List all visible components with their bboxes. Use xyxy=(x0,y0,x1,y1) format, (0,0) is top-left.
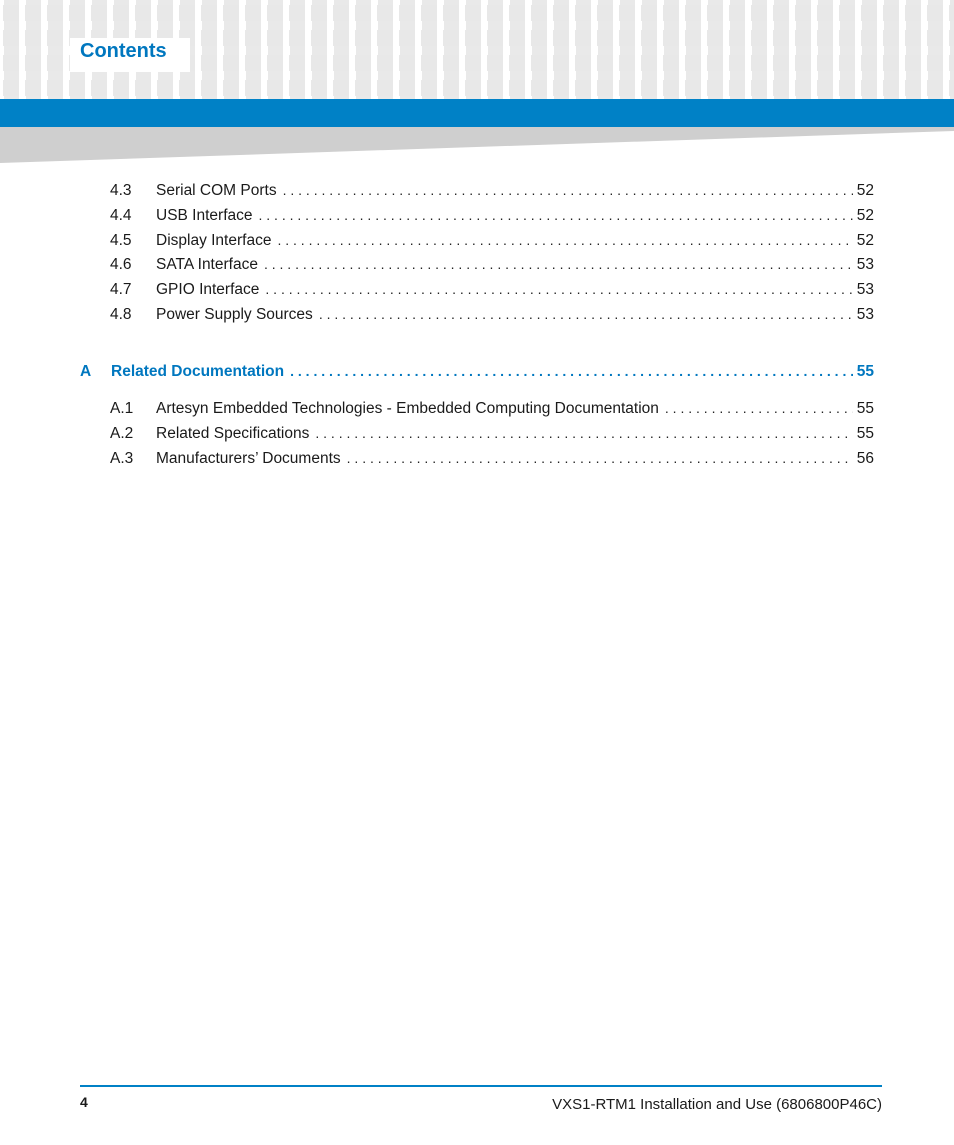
toc-entry-page: 53 xyxy=(856,305,874,323)
toc-entry-number: 4.4 xyxy=(110,206,132,224)
toc-entry[interactable] xyxy=(110,182,874,207)
toc-leader-dots xyxy=(347,450,853,466)
toc-entry-number: A.3 xyxy=(110,449,134,467)
toc-entry-page: 52 xyxy=(856,182,874,199)
toc-entry-page: 56 xyxy=(856,449,874,467)
toc-leader-dots xyxy=(283,182,853,198)
toc-leader-dots xyxy=(315,425,852,441)
toc-entry-number: A.2 xyxy=(110,424,134,442)
toc-entry-number: 4.8 xyxy=(110,305,132,323)
toc-entry-label: Artesyn Embedded Technologies - Embedded Computing Documentation xyxy=(156,400,659,417)
header-blue-band xyxy=(0,99,954,127)
toc-leader-dots xyxy=(259,207,853,223)
toc-chapter-entry[interactable] xyxy=(80,363,874,388)
page-title: Contents xyxy=(80,40,167,62)
toc-entry[interactable] xyxy=(110,306,874,331)
toc-entry-page: 52 xyxy=(856,231,874,249)
toc-appendix-heading[interactable] xyxy=(80,363,874,388)
toc-entry-label: Display Interface xyxy=(156,231,272,249)
toc-leader-dots xyxy=(277,232,852,248)
toc-entry-number: A.1 xyxy=(110,400,134,417)
toc-chapter-label: Related Documentation xyxy=(111,363,285,380)
toc-entry[interactable] xyxy=(110,425,874,450)
toc-leader-dots xyxy=(665,400,853,416)
toc-entry-page: 52 xyxy=(856,206,874,224)
toc-entry-number: 4.7 xyxy=(110,281,132,299)
toc-entry[interactable] xyxy=(110,256,874,281)
toc-entry[interactable] xyxy=(110,450,874,475)
toc-entry-page: 55 xyxy=(856,400,874,417)
toc-entry-label: Serial COM Ports xyxy=(156,182,277,199)
header-pattern xyxy=(0,0,954,100)
toc-leader-dots xyxy=(319,306,853,322)
toc-entry-number: 4.3 xyxy=(110,182,132,199)
toc-section-4 xyxy=(110,182,874,331)
header-grey-swoosh xyxy=(0,127,954,163)
toc-entry[interactable] xyxy=(110,232,874,257)
toc-entry-label: Manufacturers’ Documents xyxy=(156,449,341,467)
toc-leader-dots xyxy=(290,363,853,379)
toc-chapter-page: 55 xyxy=(856,363,874,380)
toc-leader-dots xyxy=(265,281,852,297)
toc-leader-dots xyxy=(264,256,853,272)
toc-entry-number: 4.6 xyxy=(110,256,132,274)
toc-entry-label: GPIO Interface xyxy=(156,281,260,299)
footer-document-title: VXS1-RTM1 Installation and Use (6806800P46C) xyxy=(552,1096,882,1113)
toc-appendix-a xyxy=(110,400,874,474)
toc-entry-label: SATA Interface xyxy=(156,256,258,274)
toc-entry-label: Related Specifications xyxy=(156,424,310,442)
toc-entry-page: 55 xyxy=(856,424,874,442)
toc-entry[interactable] xyxy=(110,207,874,232)
toc-entry[interactable] xyxy=(110,400,874,425)
footer-page-number: 4 xyxy=(80,1094,88,1110)
toc-entry[interactable] xyxy=(110,281,874,306)
toc-entry-number: 4.5 xyxy=(110,231,132,249)
toc-entry-page: 53 xyxy=(856,281,874,299)
toc-chapter-number: A xyxy=(80,363,92,380)
toc-entry-label: USB Interface xyxy=(156,206,253,224)
footer-rule xyxy=(80,1085,882,1087)
toc-entry-label: Power Supply Sources xyxy=(156,305,313,323)
toc-entry-page: 53 xyxy=(856,256,874,274)
